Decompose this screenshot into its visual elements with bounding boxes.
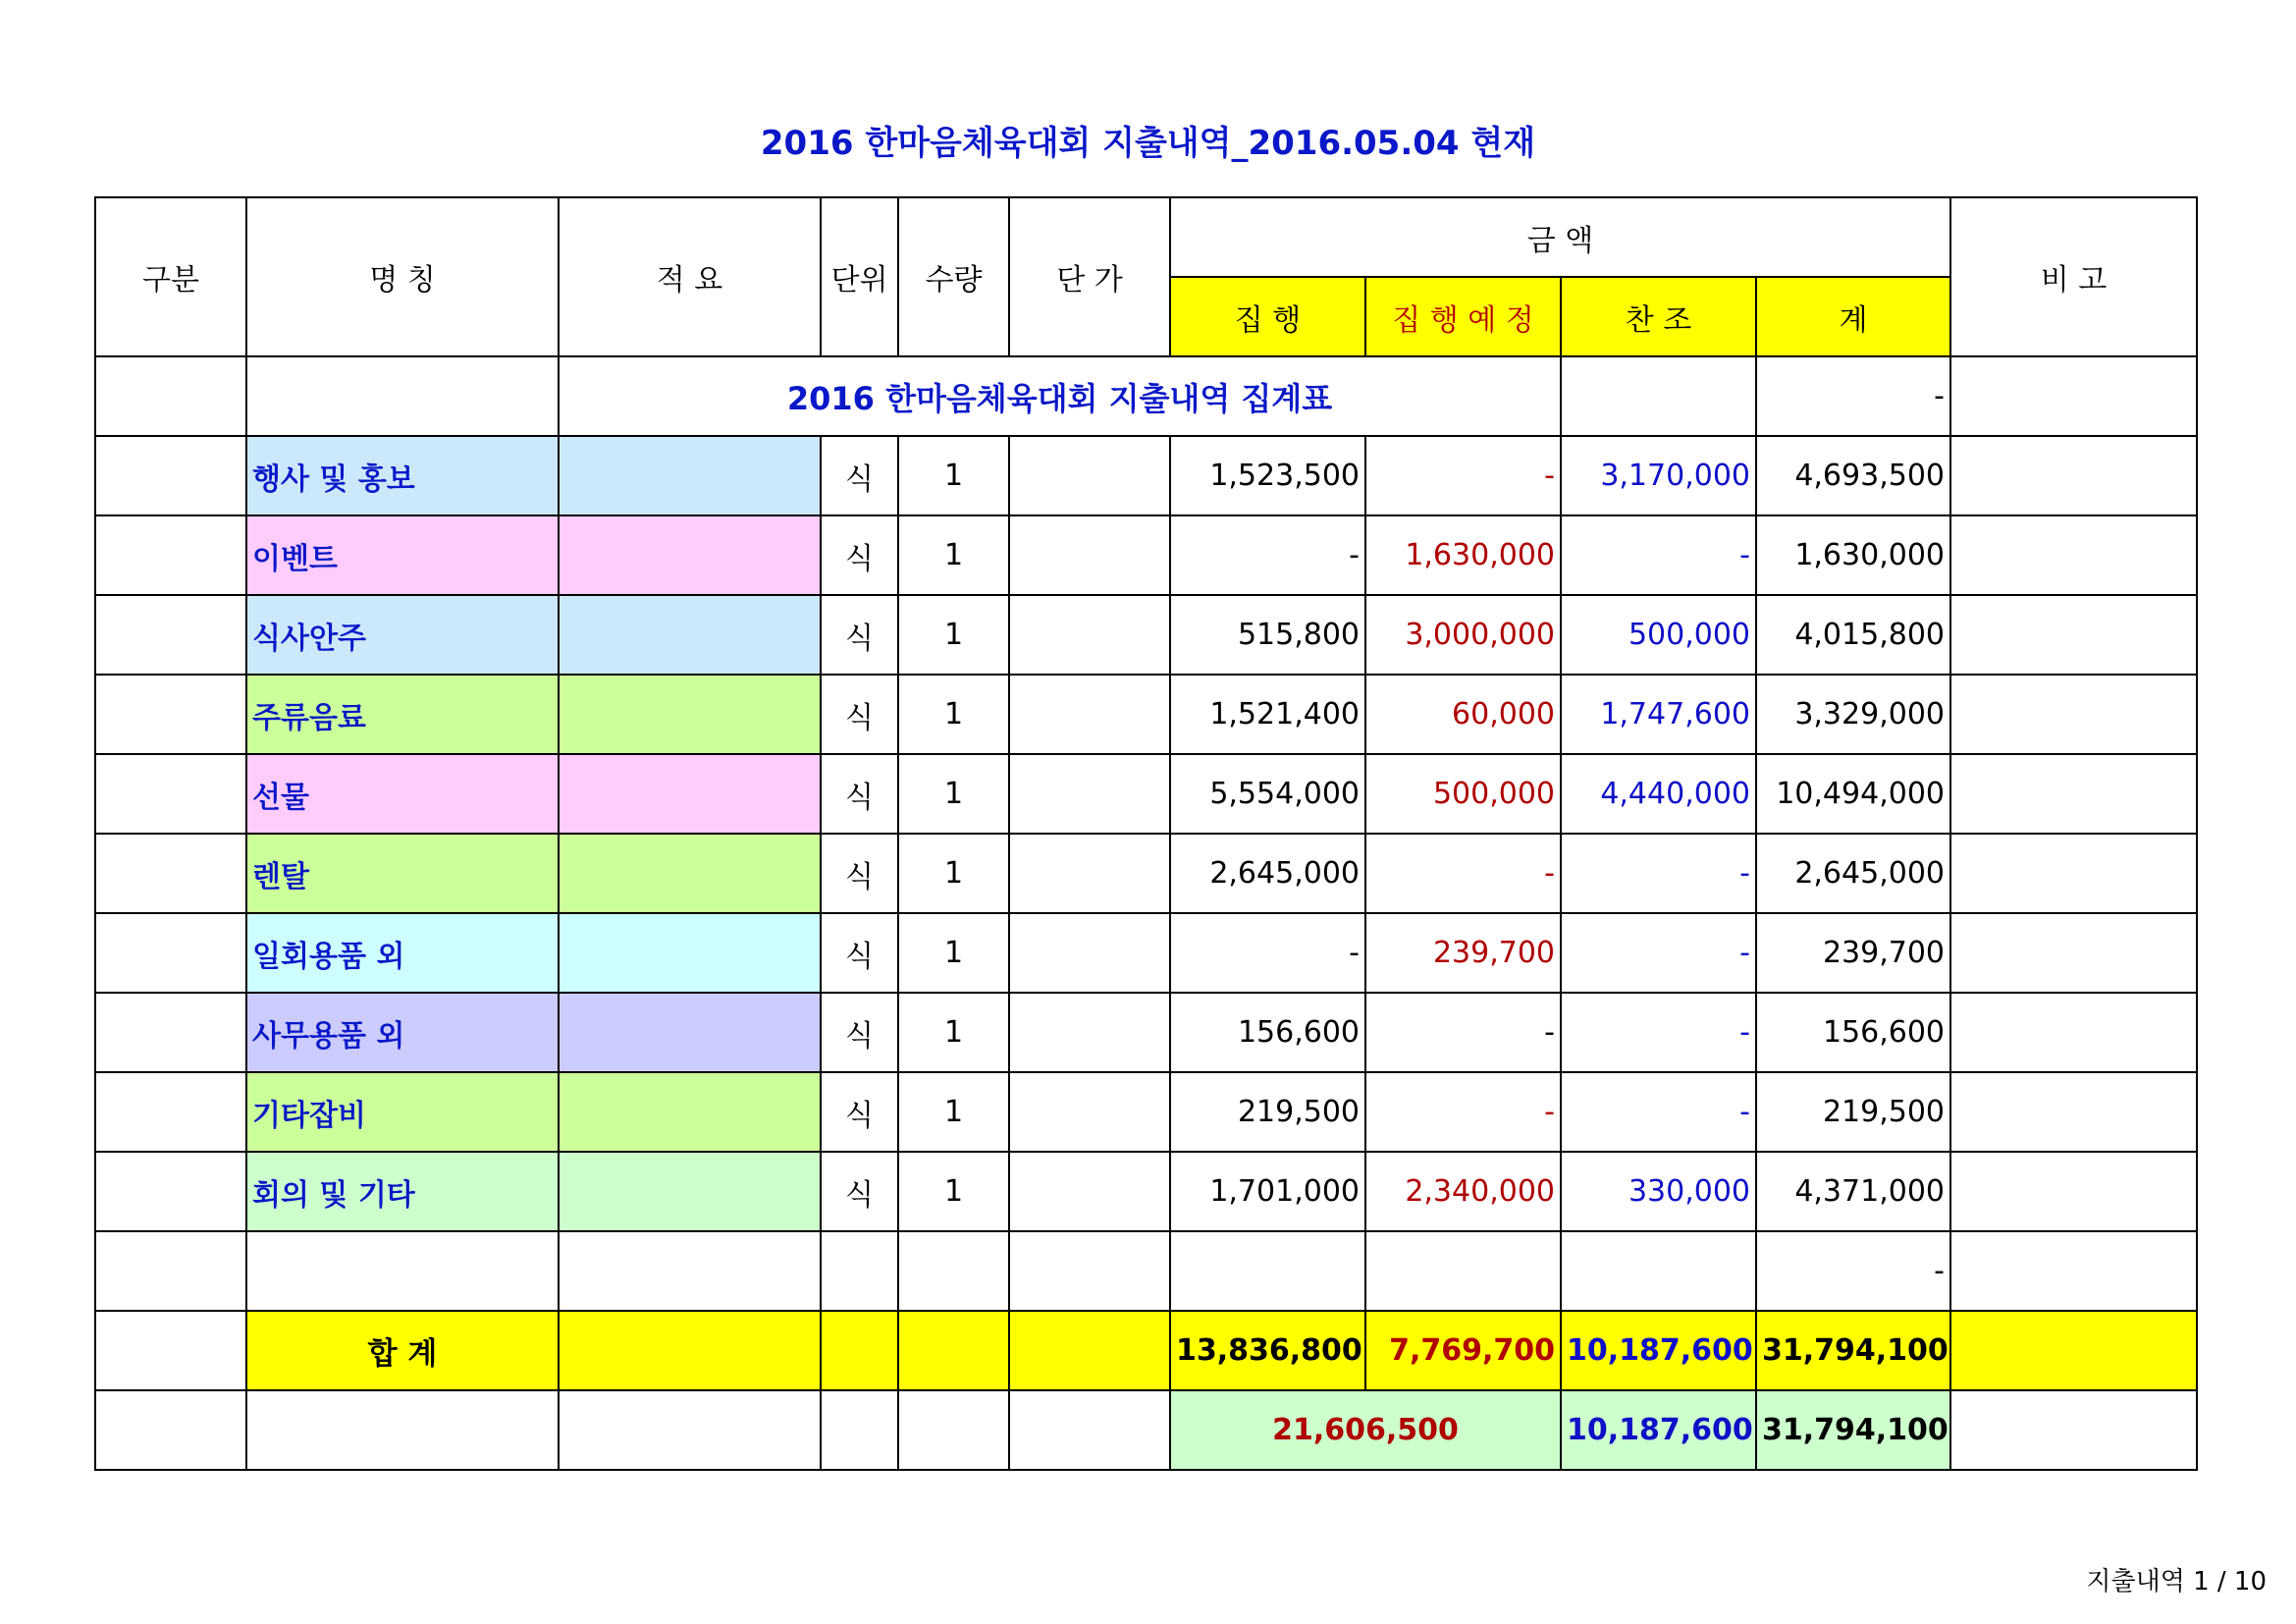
total-cell: 2,645,000 xyxy=(1756,834,1950,913)
item-name: 이벤트 xyxy=(246,515,559,595)
sponsorship-cell: 500,000 xyxy=(1561,595,1756,675)
remarks-cell xyxy=(1950,1152,2197,1231)
executed-cell: 2,645,000 xyxy=(1170,834,1365,913)
quantity-cell: 1 xyxy=(898,515,1009,595)
category-cell xyxy=(95,834,246,913)
total-cell: 156,600 xyxy=(1756,993,1950,1072)
remarks-cell xyxy=(1950,913,2197,993)
table-row xyxy=(95,595,2197,675)
item-name: 행사 및 홍보 xyxy=(246,436,559,515)
planned-cell: 60,000 xyxy=(1365,675,1561,754)
summary-cell xyxy=(559,754,821,834)
cell-empty xyxy=(821,1231,898,1311)
cell-empty xyxy=(898,1311,1009,1390)
sum-planned: 7,769,700 xyxy=(1365,1311,1561,1390)
sponsorship-cell: - xyxy=(1561,1072,1756,1152)
remarks-cell xyxy=(1950,1072,2197,1152)
cell-empty xyxy=(1170,1231,1365,1311)
unit-price-cell xyxy=(1009,1072,1170,1152)
quantity-cell: 1 xyxy=(898,1072,1009,1152)
remarks-cell xyxy=(1950,595,2197,675)
summary-cell xyxy=(559,1072,821,1152)
summary-cell xyxy=(559,515,821,595)
blank-row xyxy=(95,1231,2197,1311)
cell-empty xyxy=(1009,1311,1170,1390)
table-row xyxy=(95,754,2197,834)
item-name: 사무용품 외 xyxy=(246,993,559,1072)
summary-cell xyxy=(559,595,821,675)
summary-cell xyxy=(559,675,821,754)
cell-empty xyxy=(1950,1311,2197,1390)
quantity-cell: 1 xyxy=(898,913,1009,993)
unit-price-cell xyxy=(1009,834,1170,913)
table-row xyxy=(95,436,2197,515)
grand-total-row xyxy=(95,1390,2197,1470)
item-name: 식사안주 xyxy=(246,595,559,675)
cell-empty xyxy=(898,1390,1009,1470)
total-cell: 239,700 xyxy=(1756,913,1950,993)
total-cell: 10,494,000 xyxy=(1756,754,1950,834)
unit-price-cell xyxy=(1009,436,1170,515)
remarks-cell xyxy=(1950,515,2197,595)
cell-empty xyxy=(821,1390,898,1470)
header-unit-price: 단 가 xyxy=(1009,197,1170,356)
unit-cell: 식 xyxy=(821,754,898,834)
planned-cell: - xyxy=(1365,834,1561,913)
quantity-cell: 1 xyxy=(898,675,1009,754)
total-cell: 3,329,000 xyxy=(1756,675,1950,754)
unit-price-cell xyxy=(1009,1152,1170,1231)
unit-price-cell xyxy=(1009,515,1170,595)
table-row xyxy=(95,675,2197,754)
category-cell xyxy=(95,993,246,1072)
header-total: 계 xyxy=(1756,277,1950,356)
sum-row xyxy=(95,1311,2197,1390)
cell-empty xyxy=(95,356,246,436)
total-cell: 1,630,000 xyxy=(1756,515,1950,595)
unit-cell: 식 xyxy=(821,1072,898,1152)
planned-cell: - xyxy=(1365,1072,1561,1152)
unit-price-cell xyxy=(1009,993,1170,1072)
sponsorship-cell: - xyxy=(1561,913,1756,993)
planned-cell: 1,630,000 xyxy=(1365,515,1561,595)
cell-empty xyxy=(1365,1231,1561,1311)
sponsorship-cell: - xyxy=(1561,993,1756,1072)
sum-label: 합 계 xyxy=(246,1311,559,1390)
sponsorship-cell: 330,000 xyxy=(1561,1152,1756,1231)
category-cell xyxy=(95,436,246,515)
unit-cell: 식 xyxy=(821,993,898,1072)
executed-cell: 219,500 xyxy=(1170,1072,1365,1152)
sum-total: 31,794,100 xyxy=(1756,1311,1950,1390)
summary-table-title: 2016 한마음체육대회 지출내역 집계표 xyxy=(559,356,1561,436)
quantity-cell: 1 xyxy=(898,993,1009,1072)
cell-empty xyxy=(246,1390,559,1470)
executed-cell: 1,523,500 xyxy=(1170,436,1365,515)
cell-empty xyxy=(1950,356,2197,436)
header-remarks: 비 고 xyxy=(1950,197,2197,356)
total-cell: 4,693,500 xyxy=(1756,436,1950,515)
unit-cell: 식 xyxy=(821,1152,898,1231)
cell-empty xyxy=(1561,1231,1756,1311)
planned-cell: 2,340,000 xyxy=(1365,1152,1561,1231)
item-name: 일회용품 외 xyxy=(246,913,559,993)
cell-empty xyxy=(1009,1231,1170,1311)
item-name: 회의 및 기타 xyxy=(246,1152,559,1231)
table-row xyxy=(95,1152,2197,1231)
exec-plan-combined: 21,606,500 xyxy=(1170,1390,1561,1470)
quantity-cell: 1 xyxy=(898,436,1009,515)
table-row xyxy=(95,515,2197,595)
unit-cell: 식 xyxy=(821,595,898,675)
item-name: 기타잡비 xyxy=(246,1072,559,1152)
quantity-cell: 1 xyxy=(898,595,1009,675)
executed-cell: 156,600 xyxy=(1170,993,1365,1072)
unit-price-cell xyxy=(1009,675,1170,754)
cell-empty xyxy=(559,1231,821,1311)
remarks-cell xyxy=(1950,436,2197,515)
final-total: 31,794,100 xyxy=(1756,1390,1950,1470)
final-sponsorship: 10,187,600 xyxy=(1561,1390,1756,1470)
executed-cell: - xyxy=(1170,913,1365,993)
cell-empty xyxy=(246,356,559,436)
cell-empty xyxy=(559,1311,821,1390)
summary-cell xyxy=(559,436,821,515)
unit-cell: 식 xyxy=(821,834,898,913)
table-row xyxy=(95,834,2197,913)
category-cell xyxy=(95,675,246,754)
quantity-cell: 1 xyxy=(898,1152,1009,1231)
cell-empty xyxy=(1950,1231,2197,1311)
header-unit: 단위 xyxy=(821,197,898,356)
executed-cell: 5,554,000 xyxy=(1170,754,1365,834)
header-sponsorship: 찬 조 xyxy=(1561,277,1756,356)
cell-empty xyxy=(1009,1390,1170,1470)
remarks-cell xyxy=(1950,993,2197,1072)
sponsorship-cell: 1,747,600 xyxy=(1561,675,1756,754)
cell-empty xyxy=(246,1231,559,1311)
total-cell: 219,500 xyxy=(1756,1072,1950,1152)
unit-cell: 식 xyxy=(821,436,898,515)
category-cell xyxy=(95,1152,246,1231)
summary-cell xyxy=(559,913,821,993)
sum-executed: 13,836,800 xyxy=(1170,1311,1365,1390)
header-amount: 금 액 xyxy=(1170,197,1950,277)
page-footer: 지출내역 1 / 10 xyxy=(2086,1567,2267,1597)
summary-cell xyxy=(559,1152,821,1231)
quantity-cell: 1 xyxy=(898,754,1009,834)
summary-cell xyxy=(559,993,821,1072)
header-row-1 xyxy=(95,197,2197,277)
summary-cell xyxy=(559,834,821,913)
header-executed: 집 행 xyxy=(1170,277,1365,356)
category-cell xyxy=(95,913,246,993)
category-cell xyxy=(95,754,246,834)
header-summary: 적 요 xyxy=(559,197,821,356)
quantity-cell: 1 xyxy=(898,834,1009,913)
planned-cell: - xyxy=(1365,436,1561,515)
cell-empty xyxy=(559,1390,821,1470)
planned-cell: - xyxy=(1365,993,1561,1072)
executed-cell: - xyxy=(1170,515,1365,595)
category-cell xyxy=(95,595,246,675)
sponsorship-cell: - xyxy=(1561,515,1756,595)
sum-sponsorship: 10,187,600 xyxy=(1561,1311,1756,1390)
category-cell xyxy=(95,1072,246,1152)
item-name: 선물 xyxy=(246,754,559,834)
subtitle-row xyxy=(95,356,2197,436)
header-quantity: 수량 xyxy=(898,197,1009,356)
planned-cell: 500,000 xyxy=(1365,754,1561,834)
cell-empty xyxy=(95,1231,246,1311)
header-category: 구분 xyxy=(95,197,246,356)
executed-cell: 1,701,000 xyxy=(1170,1152,1365,1231)
table-row xyxy=(95,913,2197,993)
document-title: 2016 한마음체육대회 지출내역_2016.05.04 현재 xyxy=(760,124,1536,163)
cell-empty xyxy=(1950,1390,2197,1470)
unit-price-cell xyxy=(1009,754,1170,834)
remarks-cell xyxy=(1950,754,2197,834)
subtitle-total: - xyxy=(1756,356,1950,436)
cell-empty xyxy=(95,1311,246,1390)
unit-cell: 식 xyxy=(821,675,898,754)
total-cell: 4,015,800 xyxy=(1756,595,1950,675)
planned-cell: 239,700 xyxy=(1365,913,1561,993)
cell-empty xyxy=(821,1311,898,1390)
executed-cell: 515,800 xyxy=(1170,595,1365,675)
executed-cell: 1,521,400 xyxy=(1170,675,1365,754)
unit-cell: 식 xyxy=(821,913,898,993)
header-planned: 집 행 예 정 xyxy=(1365,277,1561,356)
category-cell xyxy=(95,515,246,595)
item-name: 렌탈 xyxy=(246,834,559,913)
total-cell: 4,371,000 xyxy=(1756,1152,1950,1231)
cell-empty xyxy=(898,1231,1009,1311)
sponsorship-cell: - xyxy=(1561,834,1756,913)
remarks-cell xyxy=(1950,675,2197,754)
table-row xyxy=(95,993,2197,1072)
unit-price-cell xyxy=(1009,913,1170,993)
sponsorship-cell: 4,440,000 xyxy=(1561,754,1756,834)
remarks-cell xyxy=(1950,834,2197,913)
table-row xyxy=(95,1072,2197,1152)
item-name: 주류음료 xyxy=(246,675,559,754)
cell-empty xyxy=(1561,356,1756,436)
unit-price-cell xyxy=(1009,595,1170,675)
cell-empty xyxy=(95,1390,246,1470)
unit-cell: 식 xyxy=(821,515,898,595)
planned-cell: 3,000,000 xyxy=(1365,595,1561,675)
expense-table xyxy=(94,196,2198,1471)
header-name: 명 칭 xyxy=(246,197,559,356)
blank-row-total: - xyxy=(1756,1231,1950,1311)
sponsorship-cell: 3,170,000 xyxy=(1561,436,1756,515)
